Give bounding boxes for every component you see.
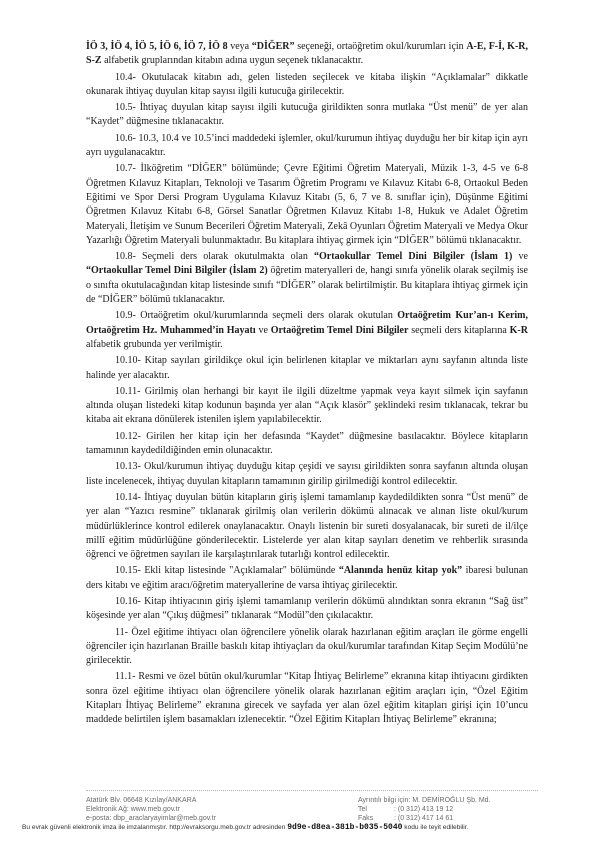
paragraph [86, 460, 528, 489]
text-run: 10.9- Ortaöğretim okul/kurumlarında seçmeli ders olarak okutulan [115, 310, 398, 322]
paragraph [86, 101, 528, 130]
footer-address: Atatürk Blv. 06648 Kızılay/ANKARA [86, 797, 197, 804]
paragraph [86, 162, 528, 248]
paragraph [86, 132, 528, 161]
footer-phone-label: Tel [358, 806, 367, 813]
bold-text-run: “Alanında henüz kitap yok” [338, 565, 463, 577]
text-run: alfabetik grubunda yer verilmiştir. [86, 338, 223, 350]
text-run: 10.7- İlköğretim “DİĞER” bölümünde; Çevre Eğitimi Öğretim Materyali, Müzik 1-3, 4-5 ve 6-8 Öğretmen Kılavuz Kitapları, Teknoloji ve Tasarım Öğretim Programı ve Kılavuz Kitabı 6-8, Ortaokul Beden Eğitimi ve Spor Dersi Program Uygulama Kılavuz Kitabı (5, 6, 7 ve 8. sınıflar için), Düşünme Eğitimi Öğretmen Kılavuz Kitabı 6-8, Görsel Sanatlar Öğretmen Kılavuz Kitabı 1-8, Hukuk ve Adalet Öğretim Materyali, İletişim ve Sunum Becerileri Öğretim Materyali, Zekâ Oyunları Öğretim Materyali ve Medya Okur Yazarlığı Öğretim Materyali bulunmaktadır. Bu kitaplara ihtiyaç girmek için “DİĞER” bölümü tıklanacaktır. [86, 163, 528, 246]
text-run: 10.4- Okutulacak kitabın adı, gelen listeden seçilecek ve kitaba ilişkin “Açıklamalar” dikkatle okunarak ihtiyaç duyulan kitap sayısı ilgili kutucuğa girilecektir. [86, 71, 528, 97]
verification-code: 9d9e-d8ea-381b-b035-5040 [287, 823, 403, 832]
paragraph [86, 71, 528, 100]
paragraph [86, 385, 528, 428]
text-run: 10.12- Girilen her kitap için her defasında “Kaydet” düğmesine basılacaktır. Böylece kitapların tamamının kaydedildiğinden emin olunacaktır. [86, 430, 528, 457]
verification-prefix: Bu evrak güvenli elektronik imza ile imzalanmıştır. http://evraksorgu.meb.gov.tr adresinden [22, 824, 286, 831]
paragraph [86, 595, 528, 624]
text-run: 10.8- Seçmeli ders olarak okutulmakta olan [115, 251, 315, 263]
text-run: 10.14- İhtiyaç duyulan bütün kitapların giriş işlemi tamamlanıp kaydedildikten sonra “Üst menü” de yer alan “Yazıcı resmine” tıklanarak girilmiş olan verilerin dökümü alınacak ve alınan liste okul/kurum müdürlüklerince kontrol edilerek onaylanacaktır. Onaylı listenin bir sureti dosyalanacak, bir sureti de il/ilçe millî eğitim müdürlüğüne gönderilecektir. Listelerde yer alan kitap sayıları denetim ve rehberlik sırasında öğrenci ve öğretmen sayıları ile karşılaştırılarak tutarlığı kontrol edilecektir. [86, 491, 528, 561]
bold-text-run: A-E, F-İ, K-R, S-Z [86, 41, 528, 67]
footer-divider [86, 790, 538, 791]
text-run: 11- Özel eğitime ihtiyacı olan öğrencilere yönelik olarak hazırlanan eğitim araçları ile görme engelli öğrenciler için hazırlanan Braille baskılı kitap ihtiyaçları da okul/kurumlar tarafından Kitap Seçim Modülü’ne girilecektir. [86, 626, 528, 667]
footer-fax-row [358, 814, 558, 823]
footer-fax: : (0 312) 417 14 61 [394, 815, 454, 822]
footer-address-block [86, 796, 306, 823]
paragraph [86, 564, 528, 593]
footer-contact-block [358, 796, 558, 823]
paragraph [86, 40, 528, 69]
bold-text-run: İÖ 3, İÖ 4, İÖ 5, İÖ 6, İÖ 7, İÖ 8 [86, 41, 228, 52]
verification-suffix: kodu ile teyit edilebilir. [404, 824, 469, 831]
footer-fax-label: Faks [358, 815, 374, 822]
text-run: 10.15- Ekli kitap listesinde "Açıklamalar" bölümünde [115, 565, 339, 577]
paragraph [86, 491, 528, 562]
text-run: 10.11- Girilmiş olan herhangi bir kayıt ile ilgili düzeltme yapmak veya kayıt silmek için sayfanın altında oluşan listedeki kitap kodunun başında yer alan “Açık klasör” şeklindeki resim tıklanacak, tekrar bu kitaba ait ekrana dönülerek istenilen işlem yapılabilecektir. [86, 385, 528, 426]
paragraph [86, 250, 528, 307]
bold-text-run: “DİĞER” [251, 41, 295, 52]
document-body [86, 40, 528, 730]
text-run: 10.13- Okul/kurumun ihtiyaç duyduğu kitap çeşidi ve sayısı girildikten sonra sayfanın altında oluşan liste incelenecek, ihtiyaç duyulan kitapların tamamının girilip girilmediği kontrol edilecektir. [86, 461, 528, 487]
bold-text-run: “Ortaokullar Temel Dini Bilgiler (İslam 2) [86, 265, 268, 277]
paragraph [86, 430, 528, 459]
text-run: seçeneği, ortaöğretim okul/kurumları için [294, 41, 467, 52]
paragraph [86, 670, 528, 727]
verification-line [22, 823, 592, 832]
paragraph [86, 626, 528, 669]
text-run: 11.1- Resmi ve özel bütün okul/kurumlar “Kitap İhtiyaç Belirleme” ekranına kitap ihtiyacını girdikten sonra özel eğitime ihtiyacı olan öğrencilere yönelik olarak hazırlanan eğitim araçları için, “Özel Eğitim Kitapları İhtiyaç Belirleme” ekranına girecek ve sayfada yer alan özel eğitim kitapları girişi için 10’uncu maddede belirtilen işlem basamakları izlenecektir. “Özel Eğitim Kitapları İhtiyaç Belirleme” ekranına; [86, 671, 528, 726]
footer-contact: Ayrıntılı bilgi için: M. DEMİROĞLU Şb. Md. [358, 797, 491, 804]
text-run: ve [512, 251, 528, 263]
text-run: ve [255, 324, 271, 336]
text-run: ibaresi bulunan ders kitabı ve eğitim aracı/öğretim materyallerine de varsa ihtiyaç girilecektir. [86, 565, 529, 591]
text-run: alfabetik gruplarından kitabın adına uygun seçenek tıklanacaktır. [101, 55, 364, 67]
text-run: veya [227, 41, 252, 52]
signature-area [420, 758, 540, 774]
footer-email: e-posta: dbp_araclaryayimlar@meb.gov.tr [86, 815, 216, 822]
paragraph [86, 354, 528, 383]
bold-text-run: “Ortaokullar Temel Dini Bilgiler (İslam 1) [314, 251, 513, 263]
paragraph [86, 309, 528, 352]
footer-phone: : (0 312) 413 19 12 [394, 806, 454, 813]
text-run: 10.16- Kitap ihtiyacının giriş işlemi tamamlanıp verilerin dökümü alındıktan sonra ekranın “Sağ üst” köşesinde yer alan “Çıkış düğmesi” tıklanarak “Modül”den çıkılacaktır. [86, 595, 528, 622]
text-run: 10.6- 10.3, 10.4 ve 10.5’inci maddedeki işlemler, okul/kurumun ihtiyaç duyduğu her bir kitap için ayrı ayrı uygulanacaktır. [86, 132, 528, 159]
text-run: seçmeli ders kitaplarına [408, 324, 510, 336]
footer-phone-row [358, 805, 558, 814]
text-run: 10.10- Kitap sayıları girildikçe okul için belirlenen kitaplar ve miktarları aynı sayfanın altında liste halinde yer alacaktır. [86, 355, 528, 381]
text-run: öğretim materyalleri de, hangi sınıfa yönelik olarak seçilmiş ise o sınıfta okutulacağından kitap listesinde sınıfı “DİĞER” olarak belirtilmiştir. Bu kitaplara ihtiyaç girmek için de “DİĞER” bölümü tıklanacaktır. [86, 265, 528, 306]
footer-web: Elektronik Ağ: www.meb.gov.tr [86, 806, 181, 813]
text-run: 10.5- İhtiyaç duyulan kitap sayısı ilgili kutucuğa girildikten sonra mutlaka “Üst menü” de yer alan “Kaydet” düğmesine tıklanacaktır. [86, 102, 528, 128]
bold-text-run: K-R [509, 324, 528, 336]
bold-text-run: Ortaöğretim Kur’an-ı Kerim, Ortaöğretim Hz. Muhammed’in Hayatı [86, 310, 528, 336]
bold-text-run: Ortaöğretim Temel Dini Bilgiler [270, 324, 409, 336]
